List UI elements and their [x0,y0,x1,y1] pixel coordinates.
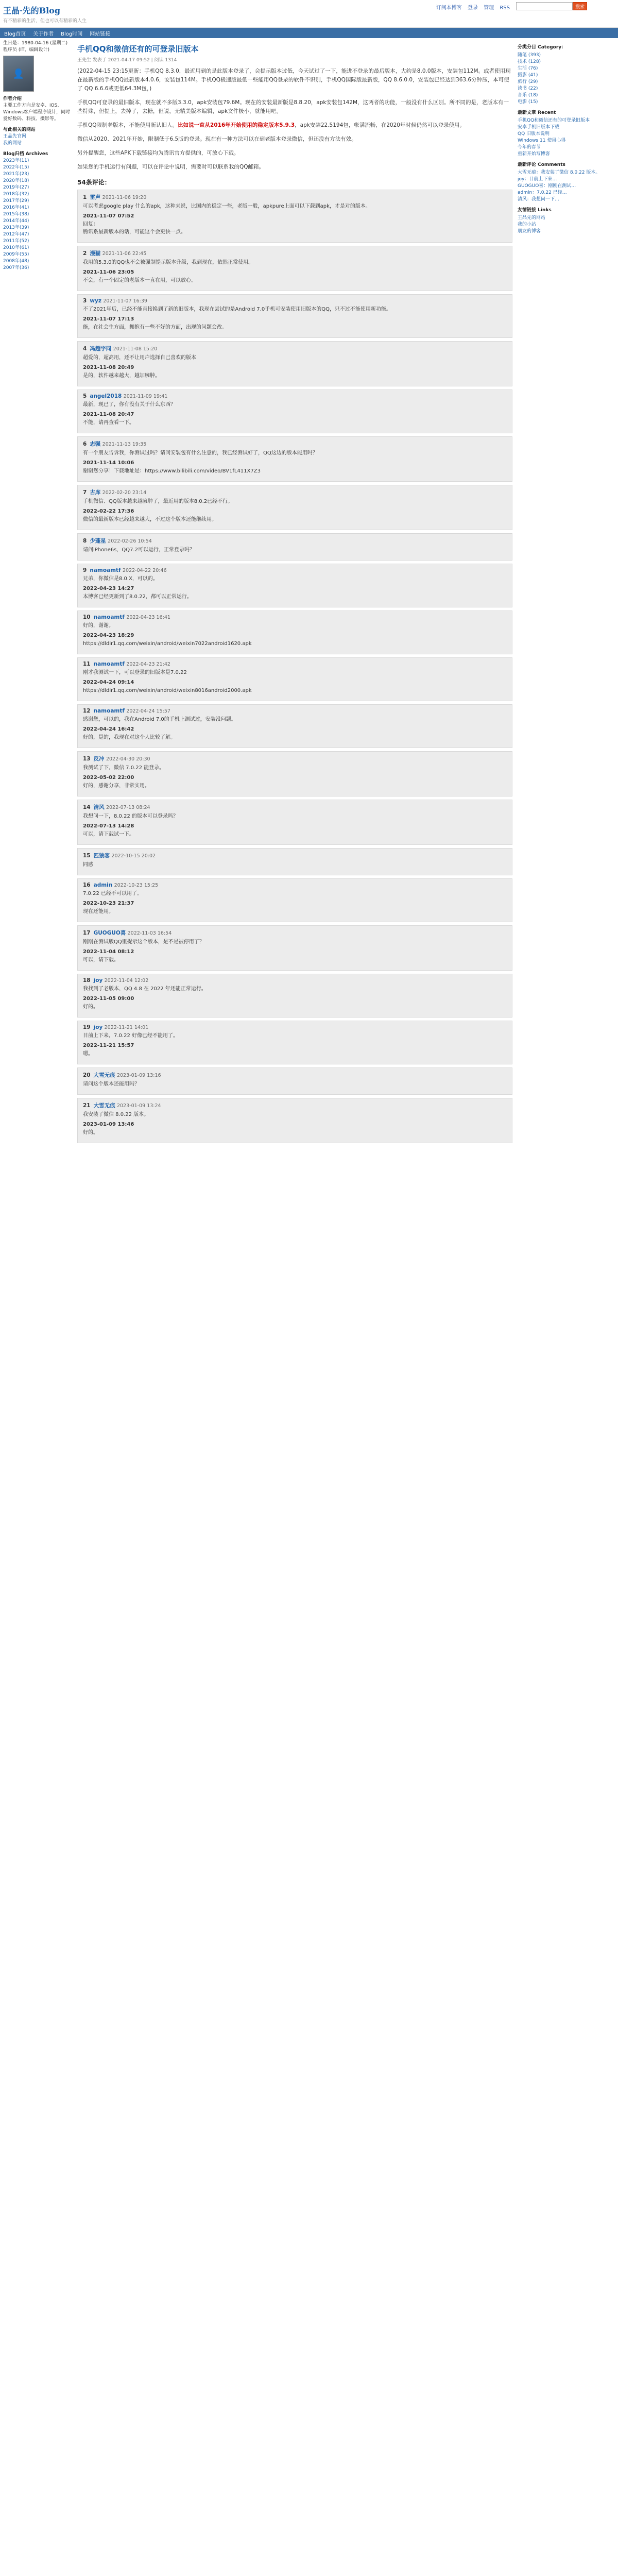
comment-number: 8 [83,538,87,544]
comment-date: 2022-11-21 14:01 [104,1025,149,1030]
tools-title: 与此相关的网站 [3,127,36,132]
comment-text: 我测试了下，微信 7.0.22 能登录。 [83,765,165,771]
comment-header [83,345,507,352]
nav-timeline[interactable]: Blog时间 [61,31,83,37]
links-title: 友情链接 Links [518,208,552,213]
comment-text: 刚才我测试一下，可以登录的旧版本是7.0.22 [83,670,187,675]
comment-date: 2022-04-30 20:30 [106,756,150,762]
reply-date: 2022-10-23 21:37 [83,901,134,906]
comment-header [83,803,507,811]
category-link[interactable]: 读书 (22) [518,86,538,91]
comment-text: 超爱的，超高用，还不让用户选择自己喜欢的版本 [83,355,196,361]
reply-header [83,509,507,514]
comment-date: 2022-04-23 16:41 [126,615,170,620]
comment-number: 17 [83,930,91,936]
comments-heading: 54条评论： [77,179,111,186]
nav-home[interactable]: Blog首页 [4,31,26,37]
comment-number: 16 [83,882,91,888]
comment-author[interactable]: 少蓬星 [90,538,106,544]
reply-date: 2022-11-04 08:12 [83,949,134,955]
comment-author[interactable]: 雷声 [90,194,101,200]
manage-link[interactable]: 管理 [484,5,494,11]
nav-about[interactable]: 关于作者 [33,31,54,37]
comment-number: 7 [83,489,87,496]
nav-links[interactable]: 网站链接 [90,31,111,37]
archive-link[interactable]: 2017年(29) [3,198,29,204]
comment [77,294,512,338]
recent-post-link[interactable]: 安卓手机旧版本下载 [518,125,560,130]
comment-author[interactable]: 古库 [90,489,101,496]
archive-link[interactable]: 2022年(15) [3,165,29,170]
comment-author[interactable]: 反冲 [93,756,105,762]
comment-text: 请问这个版本还能用吗？ [83,1081,140,1087]
archive-link[interactable]: 2019年(27) [3,185,29,190]
reply-header [83,901,507,906]
category-link[interactable]: 随笔 (393) [518,53,541,58]
comment-text: 不了2021年后，已经不能直接换到了新的旧版本，我现在尝试的是Android 7.0手机可安装使用旧版本的QQ，只不过不能使用新功能。 [83,307,391,312]
person-icon: 👤 [12,68,25,79]
comment [77,341,512,386]
comment-date: 2022-04-23 21:42 [126,662,170,667]
comment-author[interactable]: 匹狼客 [93,853,110,859]
reply-header [83,996,507,1002]
reply-header [83,460,507,466]
comment-header [83,1101,507,1109]
comment-date: 2021-11-06 22:45 [102,251,147,257]
comment-text: 我找到了老版本，QQ 4.8 在 2022 年还能正常运行。 [83,986,207,992]
comment-number: 20 [83,1072,91,1078]
comment-header [83,755,507,762]
site-subtitle: 有不精彩的生活，但也可以有精彩的人生 [3,19,87,24]
comment-number: 19 [83,1024,91,1030]
archive-link[interactable]: 2007年(36) [3,265,29,270]
reply-date: 2022-04-24 09:14 [83,680,134,685]
comment-text: 好的，谢谢。 [83,623,114,629]
comment [77,925,512,971]
category-link[interactable]: 技术 (128) [518,59,541,64]
recent-post-link[interactable]: 今年的春节 [518,145,541,150]
site-title[interactable]: 王晶·先的Blog [3,6,61,15]
subscribe-link[interactable]: 订阅本博客 [436,5,462,11]
reply-date: 2021-11-07 17:13 [83,316,134,322]
comment-author[interactable]: joy [93,977,103,984]
archive-title: Blog归档 Archives [3,151,48,157]
reply-date: 2022-11-21 15:57 [83,1043,134,1048]
archive-link[interactable]: 2009年(55) [3,252,29,257]
reply-header [83,316,507,322]
comment-author[interactable]: namoamtf [90,567,121,573]
comment-header [83,1024,507,1030]
comment-number: 21 [83,1103,91,1109]
search-input[interactable] [516,2,573,10]
login-link[interactable]: 登录 [467,5,478,11]
reply-header [83,1122,507,1127]
category-title: 分类分目 Category： [518,45,566,50]
comment [77,1067,512,1095]
comment-text: 可以考虑google play 什么的apk，这种来说，比国内的稳定一些，老版一般，apkpure上面可以下载到apk，才是对的版本。 [83,204,371,209]
reply-header [83,412,507,417]
archive-link[interactable]: 2023年(11) [3,158,29,163]
comment-author[interactable]: 清风 [93,804,105,810]
comment-header [83,661,507,667]
comment-date: 2022-02-26 10:54 [108,538,152,544]
reply-text: 本博客已经更新到了8.0.22，都可以正常运行。 [83,594,192,600]
reply-date: 2021-11-08 20:47 [83,412,134,417]
comment-header [83,708,507,714]
comment-number: 4 [83,346,87,352]
comment-date: 2022-04-24 15:57 [126,708,170,714]
reply-date: 2022-04-23 14:27 [83,586,134,591]
comment-number: 12 [83,708,91,714]
post-paragraph: 手机QQ可登录的最旧版本，现在就不多版3.3.0，apk安装包79.6M。现在的安装最新版是8.8.20，apk安装包142M，这两者的功能，一般没有什么区别。所不同的是，老版本有一些特殊，但提上，去掉了，去糖，但说，无精美版本编辑，apk文件极小，就能用吧。 [77,99,509,114]
about-title: 作者介绍 [3,96,22,101]
comment-text: 7.0.22 已经不可以用了。 [83,891,142,896]
reply-date: 2023-01-09 13:46 [83,1122,134,1127]
comment-text: 刚刚在测试版QQ里提示这个版本，是不是被停用了？ [83,939,204,945]
reply-header [83,775,507,781]
comment-date: 2023-01-09 13:24 [116,1103,161,1109]
comment [77,974,512,1018]
site-logo[interactable] [3,4,87,24]
comment-text: 最新，现已了，你有没有关于什么东西？ [83,402,176,408]
archive-link[interactable]: 2016年(41) [3,205,29,210]
comment-author[interactable]: 大雪无痕 [93,1103,115,1109]
comment-list [77,190,512,1143]
comment-number: 3 [83,298,87,304]
profile-photo [3,56,34,92]
comment-author[interactable]: namoamtf [93,661,125,667]
comment-author[interactable]: namoamtf [93,708,125,714]
comment-number: 2 [83,250,87,257]
recent-comments-title: 最新评论 Comments [518,162,565,167]
reply-date: 2022-02-22 17:36 [83,509,134,514]
archive-link[interactable]: 2014年(44) [3,218,29,224]
comment [77,436,512,482]
reply-text: 可以，请下载。 [83,957,119,963]
recent-title: 最新文章 Recent [518,110,556,115]
comment-text: 我安装了微信 8.0.22 版本。 [83,1112,149,1117]
comment-number: 15 [83,853,91,859]
comment-date: 2022-10-15 20:02 [111,853,156,859]
comment [77,611,512,654]
recent-comments-list [518,170,615,203]
post-meta: 王先生 发表于 2021-04-17 09:52 | 阅读 1314 [77,58,177,63]
comment [77,704,512,748]
tool-link[interactable]: 我的网站 [3,141,22,146]
reply-date: 2021-11-07 07:52 [83,213,134,219]
reply-header [83,365,507,370]
main-nav [0,28,618,38]
reply-text: 好的，感谢分享，非常实用。 [83,783,150,789]
recent-post-link[interactable]: QQ 旧版本说明 [518,131,550,137]
header [0,0,618,28]
left-sidebar [3,40,72,272]
rss-link[interactable]: RSS [500,5,510,11]
archive-link[interactable]: 2015年(38) [3,212,29,217]
comment-number: 6 [83,441,87,447]
comment [77,1021,512,1064]
comment-header [83,614,507,620]
comment-number: 5 [83,393,87,399]
comment-text: 同感 [83,862,93,868]
comment-date: 2021-11-07 16:39 [103,298,147,304]
comment-header [83,537,507,545]
reply-date: 2022-07-13 14:28 [83,823,134,829]
reply-date: 2021-11-14 10:06 [83,460,134,466]
reply-text: 能，在社会生方面，拥抱有一些不好的方面，出现的问题会改。 [83,325,227,330]
comment-author[interactable]: 大雪无痕 [93,1072,115,1078]
comment [77,190,512,243]
search-button[interactable]: 搜索 [573,2,587,10]
comment-date: 2021-11-08 15:20 [113,346,158,352]
comment-author[interactable]: 志强 [90,441,101,447]
comment-date: 2021-11-09 19:41 [123,394,168,399]
reply-header [83,726,507,732]
comment-header [83,298,507,304]
comment-date: 2021-11-06 19:20 [102,195,147,200]
reply-date: 2022-05-02 22:00 [83,775,134,781]
top-links [432,3,510,11]
reply-date: 2022-11-05 09:00 [83,996,134,1002]
comment-date: 2023-01-09 13:16 [116,1073,161,1078]
reply-date: 2021-11-08 20:49 [83,365,134,370]
comment-author[interactable]: admin [93,882,113,888]
archive-link[interactable]: 2013年(39) [3,225,29,230]
recent-list [518,117,615,158]
reply-header [83,269,507,275]
reply-text: 好的。 [83,1004,98,1010]
category-link[interactable]: 电影 (15) [518,99,538,105]
comment [77,389,512,433]
main-content [77,40,512,1146]
reply-text: 谢谢您分享！下载地址是：https://www.bilibili.com/video/BV1fL411X7Z3 [83,468,261,474]
friend-link[interactable]: 王晶先的网站 [518,215,546,221]
archive-link[interactable]: 2018年(32) [3,192,29,197]
comment-header [83,1071,507,1079]
comment-number: 13 [83,756,91,762]
archive-list [3,158,72,272]
reply-date: 2022-04-24 16:42 [83,726,134,732]
reply-header [83,949,507,955]
comment [77,657,512,701]
reply-text: 好的。 [83,1130,98,1136]
comment-header [83,488,507,496]
comment-header [83,440,507,448]
comment-text: 目前上下来，7.0.22 好像已经不能用了。 [83,1033,178,1039]
comment-text: 我想问一下，8.0.22 的版本可以登录吗？ [83,814,178,819]
post-paragraph: 另外提醒您，这些APK下载链接均为腾讯官方提供的，可放心下载。 [77,150,239,156]
reply-text: 不会，有一个固定的老版本一直在用，可以放心。 [83,278,196,283]
comment [77,878,512,922]
reply-date: 2021-11-06 23:05 [83,269,134,275]
reply-header [83,1043,507,1048]
links-list [518,215,615,235]
comment-header [83,929,507,937]
reply-text: 现在还能用。 [83,909,114,914]
comment-date: 2022-11-04 12:02 [104,978,149,984]
post-body [77,67,512,172]
tool-link[interactable]: 王晶先官网 [3,134,27,139]
reply-header [83,633,507,638]
comment-number: 10 [83,614,91,620]
recent-post-link[interactable]: 手机QQ和微信还有的可登录旧版本 [518,118,590,123]
archive-link[interactable]: 2020年(18) [3,178,29,183]
reply-text: 不能，请再查看一下。 [83,420,134,426]
comment-header [83,193,507,201]
reply-header [83,823,507,829]
reply-text: 微信的最新版本已经越来越大，不过这个版本还能继续用。 [83,517,217,522]
category-list [518,52,615,106]
comment [77,848,512,875]
comment-header [83,393,507,399]
recent-post-link[interactable]: Windows 11 使用心得 [518,138,566,143]
post-paragraph: (2022-04-15 23:15更新：手机QQ 8.3.0，最近用到的是此版本登录了，会提示版本过低，今天试过了一下，能进不登录的最后版本，大约是8.0.0版本，安装包112M。或者使用现在最新版的手机QQ最新版本4.0.6，安装包114M。手机QQ极速版最低一些能用QQ登录的软件不识别，手机QQ国际版最新版，QQ 8.6.0.0，安装包已经达到363.6分钟压，本可使了 QQ 6.6.6或更低64.3M包，) [77,68,511,92]
post-paragraph: 手机QQ限制老版本，不能使用新认旧人。比如说一直从2016年开始使用的稳定版本5.9.3，apk安装22.5194包，帐满流畅，在2020年时候仍然可以登录使用。 [77,122,465,128]
comment-author[interactable]: wyz [90,298,101,304]
reply-text: 可以，请下载试一下。 [83,832,134,837]
comment-date: 2022-02-20 23:14 [102,490,147,496]
comment-text: 感谢您，可以的，我在Android 7.0的手机上测试过，安装没问题。 [83,717,236,722]
comment-author[interactable]: 漫猫 [90,250,101,257]
archive-link[interactable]: 2021年(23) [3,172,29,177]
reply-text: 是的，软件越来越大，越加臃肿。 [83,373,160,379]
comment [77,533,512,561]
highlight-text: 比如说一直从2016年开始使用的稳定版本5.9.3 [178,122,295,128]
comment-number: 11 [83,661,91,667]
category-link[interactable]: 旅行 (29) [518,79,538,84]
comment-text: 请问iPhone6s，QQ7.2可以运行，正常登录吗？ [83,547,195,553]
comment-number: 18 [83,977,91,984]
search-box [516,2,587,10]
comment-text: 我用的5.3.0的QQ也不会被强制提示版本升级，我到现在，依然正常使用。 [83,260,254,265]
about-text: 主要工作方向是安卓、iOS、Windows客户端程序设计，同时爱好数码、科技、摄影等。 [3,103,71,122]
reply-header [83,213,507,219]
recent-comment-link[interactable]: joy：目前上下来… [518,177,557,182]
archive-link[interactable]: 2010年(61) [3,245,29,250]
reply-header [83,586,507,591]
comment-date: 2022-11-03 16:54 [127,930,172,936]
comment-text: 手机微信、QQ版本越来越臃肿了，最近用的版本8.0.2已经不行。 [83,499,233,504]
comment-date: 2022-04-22 20:46 [123,568,167,573]
comment [77,1098,512,1143]
recent-comment-link[interactable]: GUOGUO喜：刚刚在测试… [518,183,576,189]
archive-link[interactable]: 2008年(48) [3,259,29,264]
comment [77,800,512,845]
comment-date: 2022-07-13 08:24 [106,805,150,810]
recent-post-link[interactable]: 重新开始写博客 [518,151,551,157]
recent-comment-link[interactable]: 清风：我想问一下… [518,197,560,202]
right-sidebar [518,40,615,235]
reply-text: 好的，是的，我现在对这个人比较了解。 [83,735,176,740]
category-link[interactable]: 摄影 (41) [518,73,538,78]
comment-header [83,977,507,984]
reply-text: 嗯。 [83,1051,93,1057]
category-link[interactable]: 生活 (76) [518,66,538,71]
comment [77,751,512,796]
comment-text: 有一个朋友告诉我，你测试过吗？请问安装包有什么注意的，我已经测试好了，QQ这边的版本能用吗？ [83,450,318,456]
comment-date: 2022-10-23 15:25 [114,883,159,888]
comment [77,246,512,291]
comment-text: 兄弟，你微信是8.0.X，可以的。 [83,576,158,582]
comment-number: 1 [83,194,87,200]
comment [77,485,512,530]
post-paragraph: 如果您的手机运行有问题，可以在评论中说明，需要时可以联系我的QQ邮箱。 [77,164,265,170]
reply-date: 2022-04-23 18:29 [83,633,134,638]
comment-header [83,852,507,859]
comment-number: 14 [83,804,91,810]
comment-author[interactable]: joy [93,1024,103,1030]
comment-header [83,567,507,573]
comment-header [83,249,507,257]
comment [77,564,512,607]
comment-author[interactable]: namoamtf [93,614,125,620]
recent-comment-link[interactable]: 大雪无痕：我安装了微信 8.0.22 版本。 [518,170,600,175]
post-title[interactable]: 手机QQ和微信还有的可登录旧版本 [77,44,199,54]
reply-text: https://dldir1.qq.com/weixin/android/weixin7022android1620.apk [83,641,252,647]
comment-number: 9 [83,567,87,573]
category-link[interactable]: 音乐 (18) [518,93,538,98]
comment-author[interactable]: angel2018 [90,393,122,399]
friend-link[interactable]: 朋友的博客 [518,229,541,234]
profile-intro: 生日是：1980-04-16 (星期二) 程序员 (IT、编辑设计) [3,41,68,53]
archive-link[interactable]: 2012年(47) [3,232,29,237]
archive-link[interactable]: 2011年(52) [3,239,29,244]
friend-link[interactable]: 我的小站 [518,222,537,227]
comment-header [83,882,507,888]
comment-author[interactable]: GUOGUO喜 [93,930,126,936]
reply-text: 回复： 腾讯系最新版本的话，可能这个会更快一点。 [83,222,186,235]
recent-comment-link[interactable]: admin：7.0.22 已经… [518,190,567,195]
comment-author[interactable]: 冯超宇同 [90,346,112,352]
comment-date: 2021-11-13 19:35 [102,442,147,447]
reply-text: https://dldir1.qq.com/weixin/android/weixin8016android2000.apk [83,688,252,693]
reply-header [83,680,507,685]
post-paragraph: 微信从2020、2021年开始，限制低于6.5版的登录。现在有一种方法可以在到老版本登录微信，但还没有方法有效。 [77,136,357,142]
